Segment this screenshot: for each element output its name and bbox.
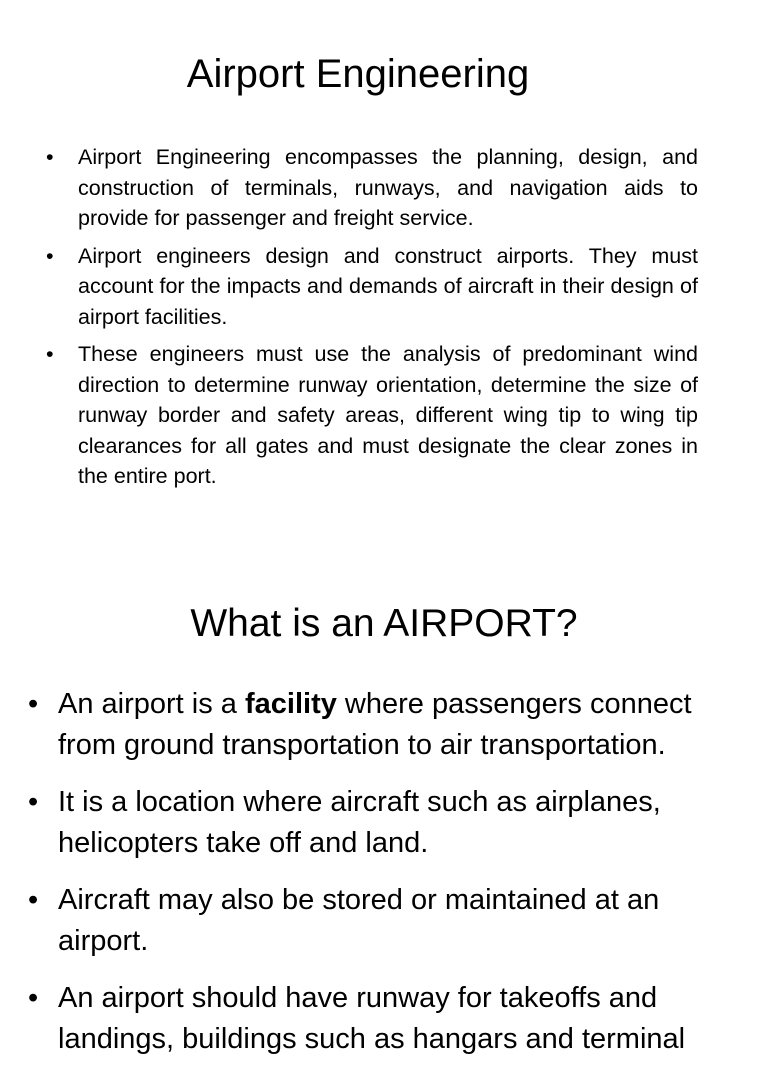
list-item-text: Aircraft may also be stored or maintained at an airport. [58, 884, 660, 957]
slide-title: Airport Engineering [186, 52, 530, 96]
list-item [28, 684, 748, 766]
bullet-list [28, 684, 748, 1076]
list-item [28, 782, 748, 864]
list-item-text: Airport Engineering encompasses the planning, design, and construction of terminals, runways, and navigation aids to provide for passenger and freight service. [78, 145, 698, 230]
list-item-text-start: An airport is a [58, 688, 245, 720]
slide-title: What is an AIRPORT? [190, 602, 578, 645]
bullet-icon: • [46, 145, 54, 169]
slide-airport-engineering [0, 0, 768, 530]
list-item-text: Airport engineers design and construct airports. They must account for the impacts and demands of aircraft in their design of airport facilities. [78, 243, 698, 329]
slide-what-is-an-airport [0, 560, 768, 1055]
list-item [46, 241, 698, 333]
bullet-icon: • [46, 342, 54, 366]
list-item [28, 978, 748, 1060]
list-item [28, 880, 748, 962]
list-item [46, 142, 698, 234]
bullet-icon: • [46, 243, 54, 268]
bullet-icon: • [28, 688, 39, 720]
bullet-icon: • [28, 786, 39, 818]
list-item [46, 339, 698, 492]
bullet-icon: • [28, 982, 39, 1014]
list-item-text: These engineers must use the analysis of predominant wind direction to determine runway orientation, determine the size of runway border and safety areas, different wing tip to wing tip clearances for all gates and must designate the clear zones in the entire port. [78, 342, 698, 488]
list-item-text: An airport should have runway for takeoffs and landings, buildings such as hangars and terminal [58, 982, 686, 1055]
bullet-icon: • [28, 884, 39, 916]
list-item-text-end: where passengers connect from ground transportation to air transportation. [58, 688, 692, 761]
bold-term: facility [244, 688, 337, 720]
bullet-list [46, 142, 698, 499]
list-item-text: It is a location where aircraft such as airplanes, helicopters take off and land. [58, 786, 661, 859]
